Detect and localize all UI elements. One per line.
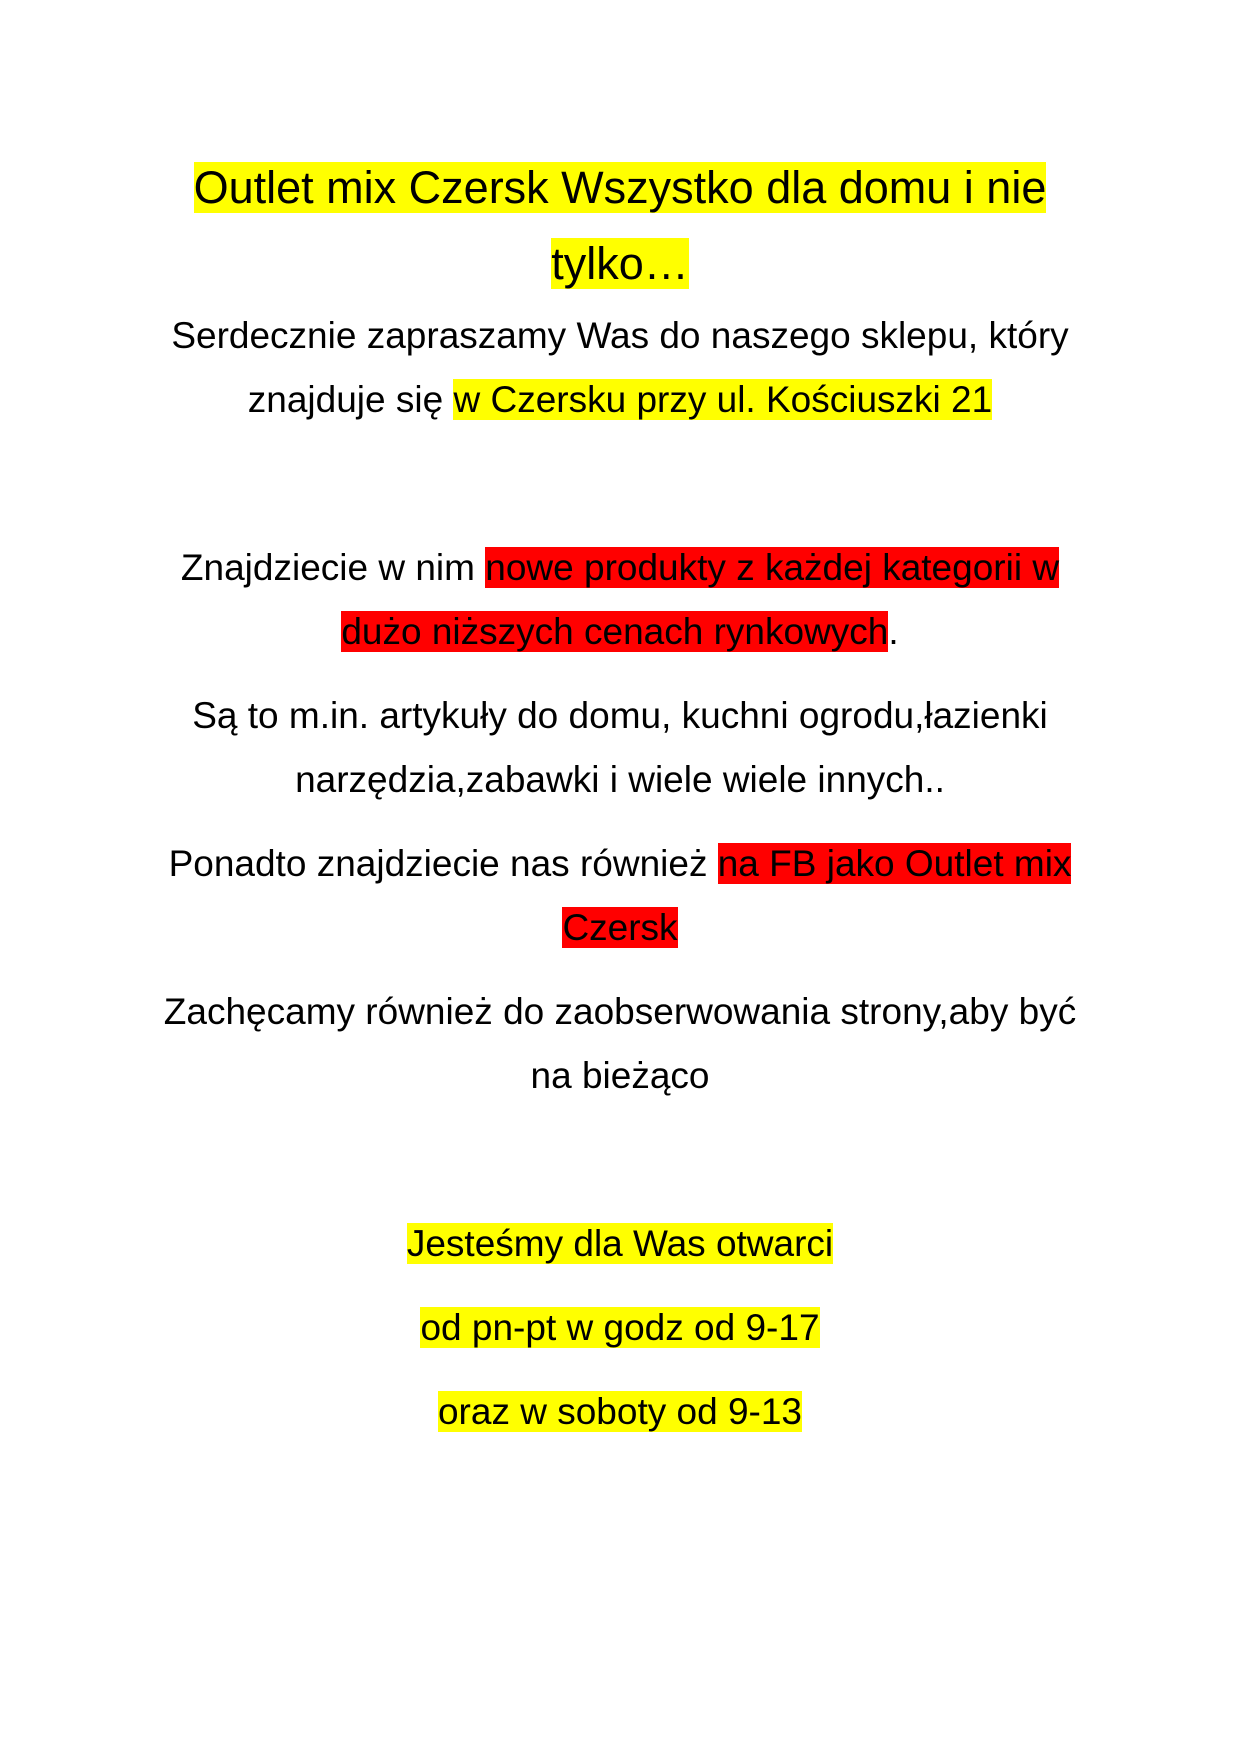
intro-paragraph bbox=[150, 304, 1090, 432]
products-tail: . bbox=[888, 611, 899, 652]
hours-weekdays-text: od pn-pt w godz od 9-17 bbox=[420, 1307, 820, 1348]
hours-line-saturday bbox=[150, 1380, 1090, 1444]
observe-paragraph: Zachęcamy również do zaobserwowania strony,aby być na bieżąco bbox=[163, 991, 1077, 1096]
products-highlight: nowe produkty z każdej kategorii w dużo niższych cenach rynkowych bbox=[341, 547, 1060, 652]
hours-line-open bbox=[150, 1212, 1090, 1276]
products-text: Znajdziecie w nim bbox=[180, 547, 486, 588]
facebook-paragraph bbox=[150, 832, 1090, 960]
articles-paragraph: Są to m.in. artykuły do domu, kuchni ogrodu,łazienki narzędzia,zabawki i wiele wiele innych.. bbox=[192, 695, 1048, 800]
document-page bbox=[150, 150, 1090, 1444]
address-highlight: w Czersku przy ul. Kościuszki 21 bbox=[453, 379, 993, 420]
products-paragraph bbox=[150, 536, 1090, 664]
intro-text: Serdecznie zapraszamy Was do naszego sklepu, który znajduje się bbox=[171, 315, 1069, 420]
hours-open-text: Jesteśmy dla Was otwarci bbox=[406, 1223, 834, 1264]
facebook-text: Ponadto znajdziecie nas również bbox=[168, 843, 718, 884]
document-title-text: Outlet mix Czersk Wszystko dla domu i nie tylko… bbox=[193, 162, 1047, 289]
hours-line-weekdays bbox=[150, 1296, 1090, 1360]
facebook-highlight: na FB jako Outlet mix Czersk bbox=[562, 843, 1072, 948]
document-title bbox=[150, 150, 1090, 302]
hours-saturday-text: oraz w soboty od 9-13 bbox=[437, 1391, 803, 1432]
